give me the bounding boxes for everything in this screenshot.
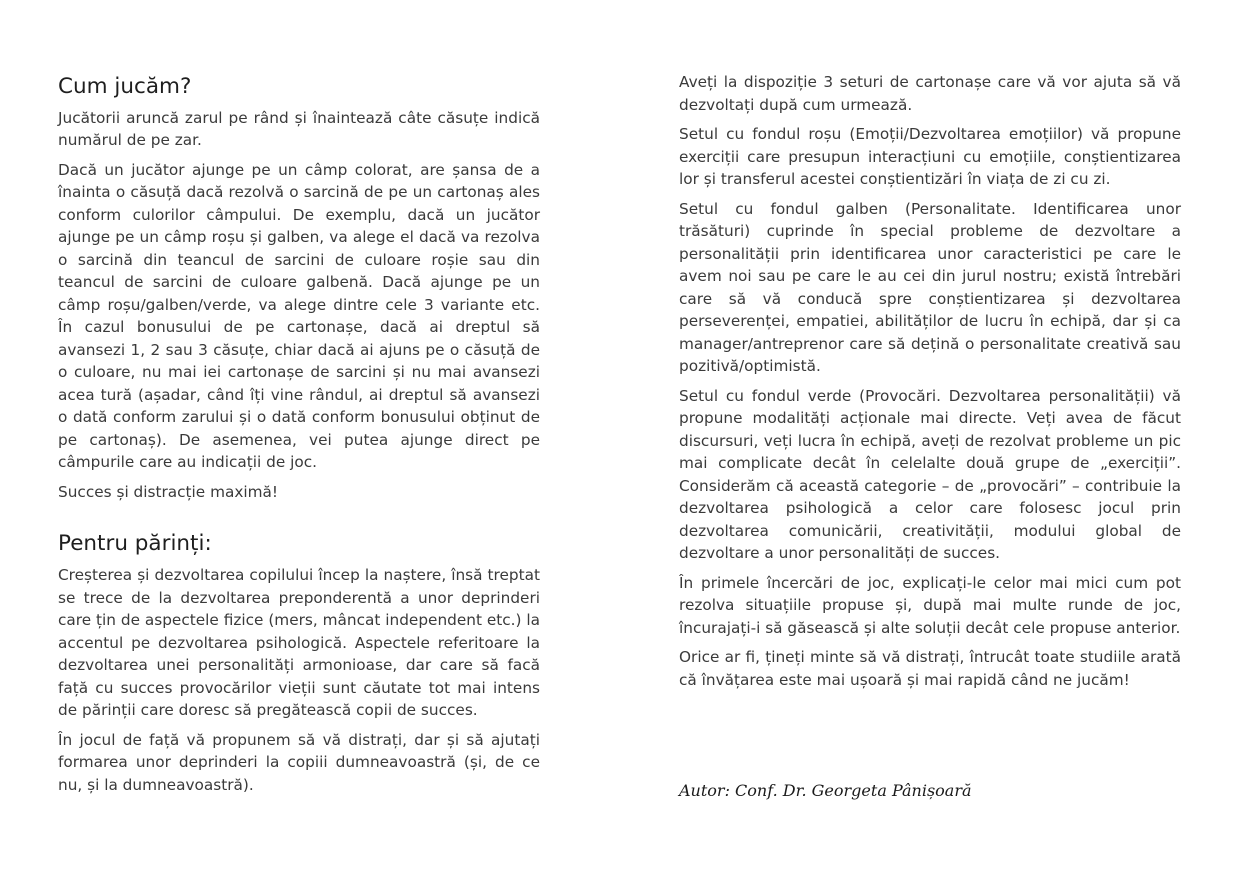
- right-column: [679, 71, 1181, 698]
- paragraph: Jucătorii aruncă zarul pe rând și înaintează câte căsuțe indică numărul de pe zar.: [58, 108, 540, 150]
- paragraph: Setul cu fondul roșu (Emoții/Dezvoltarea emoțiilor) vă propune exerciții care presupun interacțiuni cu emoțiile, conștientizarea lor și transferul acestei conștientizări în viața de zi cu zi.: [679, 125, 1181, 188]
- paragraph: Dacă un jucător ajunge pe un câmp colorat, are șansa de a înainta o căsuță dacă rezolvă o sarcină de pe un cartonaș ales conform culorilor câmpului. De exemplu, dacă un jucător ajunge pe un câmp roșu și galben, va alege el dacă va rezolva o sarcină din teancul de sarcini de culoare roșie sau din teancul de sarcini de culoare galbenă. Dacă ajunge pe un câmp roșu/galben/verde, va alege dintre cele 3 variante etc. În cazul bonusului de pe cartonașe, dacă ai dreptul să avansezi 1, 2 sau 3 căsuțe, chiar dacă ai ajuns pe o căsuță de o culoare, nu mai iei cartonașe de sarcini și nu mai avansezi acea tură (așadar, când îți vine rândul, ai dreptul să avansezi o dată conform zarului și o dată conform bonusului obținut de pe cartonaș). De asemenea, vei putea ajunge direct pe câmpurile care au indicații de joc.: [58, 160, 540, 472]
- paragraph: Setul cu fondul verde (Provocări. Dezvoltarea personalității) vă propune modalități acționale mai directe. Veți avea de făcut discursuri, veți lucra în echipă, aveți de rezolvat probleme un pic mai complicate decât în celelalte două grupe de „exerciții”. Considerăm că această categorie – de „provocări” – contribuie la dezvoltarea psihologică a celor care folosesc jocul prin dezvoltarea comunicării, creativității, modului global de dezvoltare a unor personalități de succes.: [679, 386, 1181, 562]
- paragraph: Setul cu fondul galben (Personalitate. Identificarea unor trăsături) cuprinde în special probleme de dezvoltare a personalității prin identificarea unor caracteristici pe care le avem noi sau pe care le au cei din jurul nostru; există întrebări care să vă conducă spre conștientizarea și dezvoltarea perseverenței, empatiei, abilităților de lucru în echipă, dar și ca manager/antreprenor care să dețină o personalitate creativă sau pozitivă/optimistă.: [679, 199, 1181, 375]
- paragraph: Succes și distracție maximă!: [58, 482, 279, 501]
- author-credit: Autor: Conf. Dr. Georgeta Pânișoară: [679, 781, 972, 800]
- heading-how-to-play: Cum jucăm?: [58, 74, 192, 99]
- paragraph: Aveți la dispoziție 3 seturi de cartonașe care vă vor ajuta să vă dezvoltați după cum urmează.: [679, 73, 1181, 114]
- paragraph: Orice ar fi, țineți minte să vă distrați, întrucât toate studiile arată că învățarea este mai ușoară și mai rapidă când ne jucăm!: [679, 648, 1181, 689]
- paragraph: În primele încercări de joc, explicați-le celor mai mici cum pot rezolva situațiile propuse și, după mai multe runde de joc, încurajați-i să găsească și alte soluții decât cele propuse anterior.: [679, 573, 1181, 637]
- paragraph: Creșterea și dezvoltarea copilului încep la naștere, însă treptat se trece de la dezvoltarea preponderentă a unor deprinderi care țin de aspectele fizice (mers, mâncat independent etc.) la accentul pe dezvoltarea psihologică. Aspectele referitoare la dezvoltarea unei personalități armonioase, dar care să facă față cu succes provocărilor vieții sunt căutate tot mai intens de părinții care doresc să pregătească copii de succes.: [58, 566, 540, 720]
- paragraph: În jocul de față vă propunem să vă distrați, dar și să ajutați formarea unor deprinderi la copiii dumneavoastră (și, de ce nu, și la dumneavoastră).: [58, 730, 540, 794]
- left-column: [58, 74, 540, 803]
- heading-for-parents: Pentru părinți:: [58, 531, 212, 557]
